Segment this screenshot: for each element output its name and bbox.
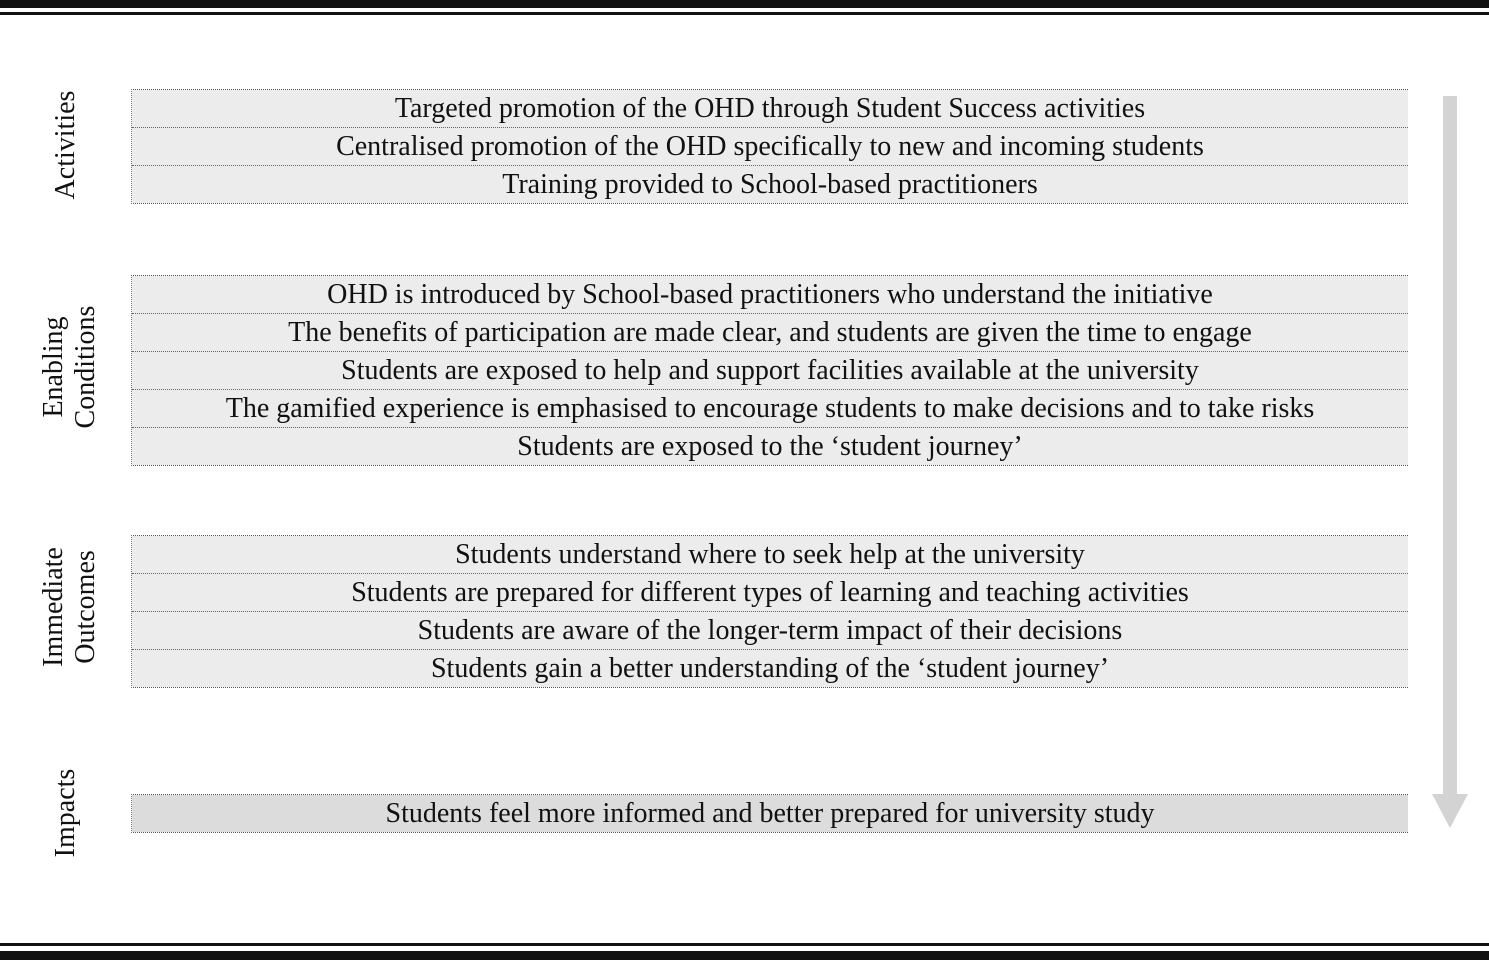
enabling-condition-item: The benefits of participation are made clear, and students are given the time to engage (132, 314, 1408, 352)
section-label-line: Immediate (38, 547, 69, 667)
top-rule-thick (0, 0, 1489, 8)
outcome-item: Students understand where to seek help at the university (132, 536, 1408, 574)
impact-item: Students feel more informed and better prepared for university study (132, 795, 1408, 832)
activities-box (131, 89, 1408, 204)
activity-item: Training provided to School-based practitioners (132, 166, 1408, 203)
section-label-immediate-outcomes (38, 532, 102, 682)
enabling-condition-item: The gamified experience is emphasised to encourage students to make decisions and to take risks (132, 390, 1408, 428)
section-label-line: Impacts (50, 768, 81, 858)
section-label-line: Conditions (70, 305, 101, 429)
top-rule-thin (0, 12, 1489, 15)
enabling-condition-item: Students are exposed to help and support facilities available at the university (132, 352, 1408, 390)
enabling-condition-item: OHD is introduced by School-based practitioners who understand the initiative (132, 276, 1408, 314)
section-label-activities (50, 85, 82, 205)
outcome-item: Students gain a better understanding of the ‘student journey’ (132, 650, 1408, 687)
immediate-outcomes-box (131, 535, 1408, 688)
section-label-impacts (50, 753, 82, 873)
section-label-enabling-conditions (38, 292, 102, 442)
section-label-line: Enabling (38, 316, 69, 418)
enabling-condition-item: Students are exposed to the ‘student journey’ (132, 428, 1408, 465)
activity-item: Centralised promotion of the OHD specifically to new and incoming students (132, 128, 1408, 166)
flow-arrow-shaft (1443, 96, 1457, 796)
section-label-line: Outcomes (70, 550, 101, 664)
flow-arrow-head-icon (1432, 794, 1468, 828)
enabling-conditions-box (131, 275, 1408, 466)
bottom-rule-thin (0, 943, 1489, 946)
impacts-box (131, 794, 1408, 833)
outcome-item: Students are aware of the longer-term impact of their decisions (132, 612, 1408, 650)
bottom-rule-thick (0, 951, 1489, 960)
activity-item: Targeted promotion of the OHD through Student Success activities (132, 90, 1408, 128)
outcome-item: Students are prepared for different types of learning and teaching activities (132, 574, 1408, 612)
section-label-line: Activities (50, 90, 81, 200)
